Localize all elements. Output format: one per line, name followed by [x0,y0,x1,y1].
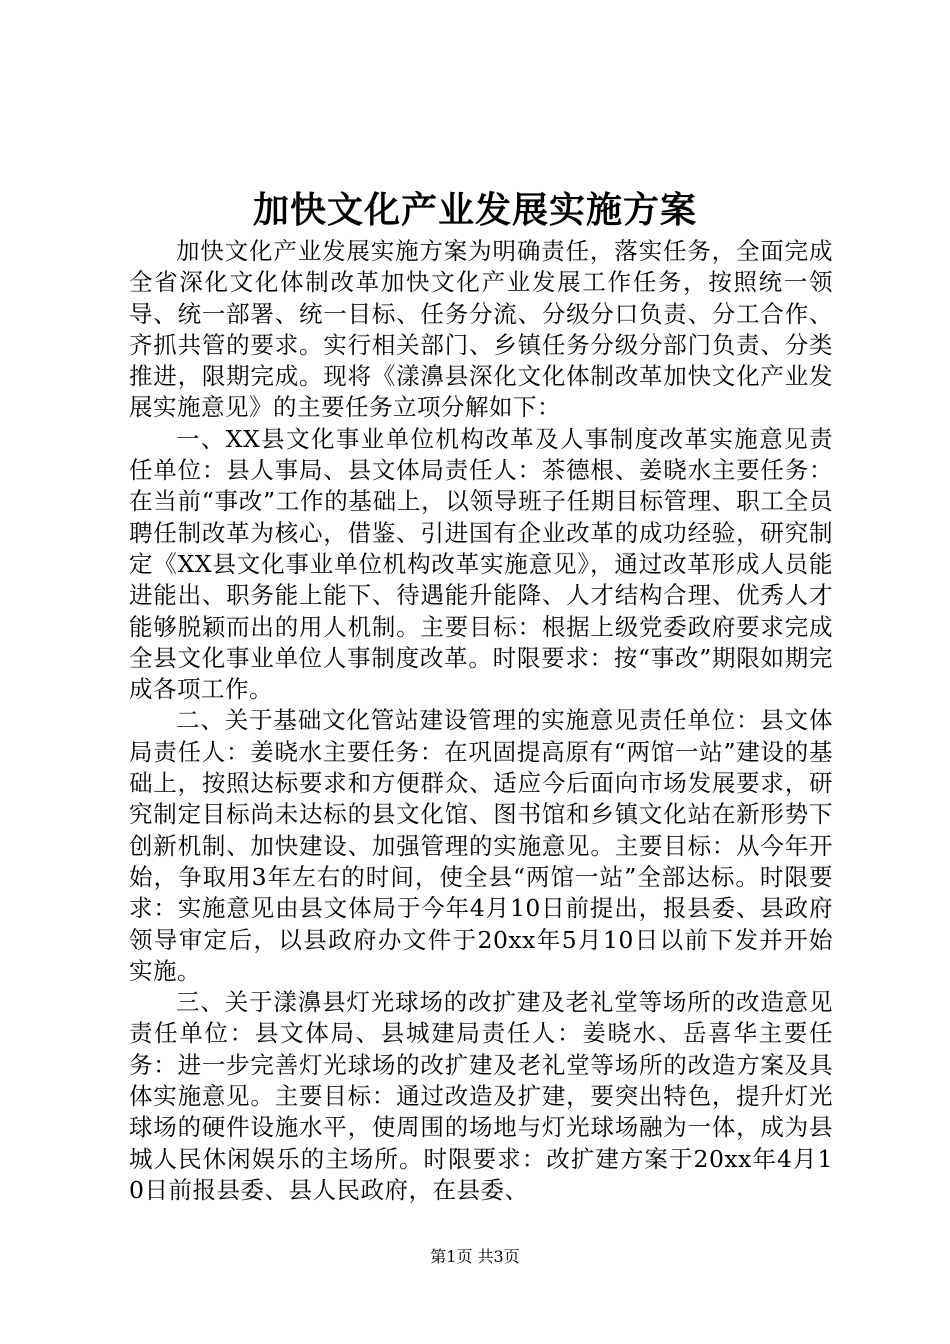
paragraph-section-2: 二、关于基础文化管站建设管理的实施意见责任单位：县文体局责任人：姜晓水主要任务：在巩固提高原有“两馆一站”建设的基础上，按照达标要求和方便群众、适应今后面向市场发展要求，研究制定目标尚未达标的县文化馆、图书馆和乡镇文化站在新形势下创新机制、加快建设、加强管理的实施意见。主要目标：从今年开始，争取用3年左右的时间，使全县“两馆一站”全部达标。时限要求：实施意见由县文体局于今年4月10日前提出，报县委、县政府领导审定后，以县政府办文件于20xx年5月10日以前下发并开始实施。 [129,706,833,985]
paragraph-intro: 加快文化产业发展实施方案为明确责任，落实任务，全面完成全省深化文化体制改革加快文化产业发展工作任务，按照统一领导、统一部署、统一目标、任务分流、分级分口负责、分工合作、齐抓共管的要求。实行相关部门、乡镇任务分级分部门负责、分类推进，限期完成。现将《漾濞县深化文化体制改革加快文化产业发展实施意见》的主要任务立项分解如下： [129,237,833,422]
page-title: 加快文化产业发展实施方案 [252,189,697,231]
page-footer [0,1247,950,1267]
page-total: 共3页 [477,1247,520,1266]
document-body [129,236,833,1206]
paragraph-section-3: 三、关于漾濞县灯光球场的改扩建及老礼堂等场所的改造意见责任单位：县文体局、县城建局责任人：姜晓水、岳喜华主要任务：进一步完善灯光球场的改扩建及老礼堂等场所的改造方案及具体实施意见。主要目标：通过改造及扩建，要突出特色，提升灯光球场的硬件设施水平，使周围的场地与灯光球场融为一体，成为县城人民休闲娱乐的主场所。时限要求：改扩建方案于20xx年4月10日前报县委、县人民政府，在县委、 [129,988,833,1204]
paragraph-section-1: 一、XX县文化事业单位机构改革及人事制度改革实施意见责任单位：县人事局、县文体局责任人：茶德根、姜晓水主要任务：在当前“事改”工作的基础上，以领导班子任期目标管理、职工全员聘任制改革为核心，借鉴、引进国有企业改革的成功经验，研究制定《XX县文化事业单位机构改革实施意见》，通过改革形成人员能进能出、职务能上能下、待遇能升能降、人才结构合理、优秀人才能够脱颖而出的用人机制。主要目标：根据上级党委政府要求完成全县文化事业单位人事制度改革。时限要求：按“事改”期限如期完成各项工作。 [129,424,833,704]
page-number: 第1页 [430,1247,473,1266]
